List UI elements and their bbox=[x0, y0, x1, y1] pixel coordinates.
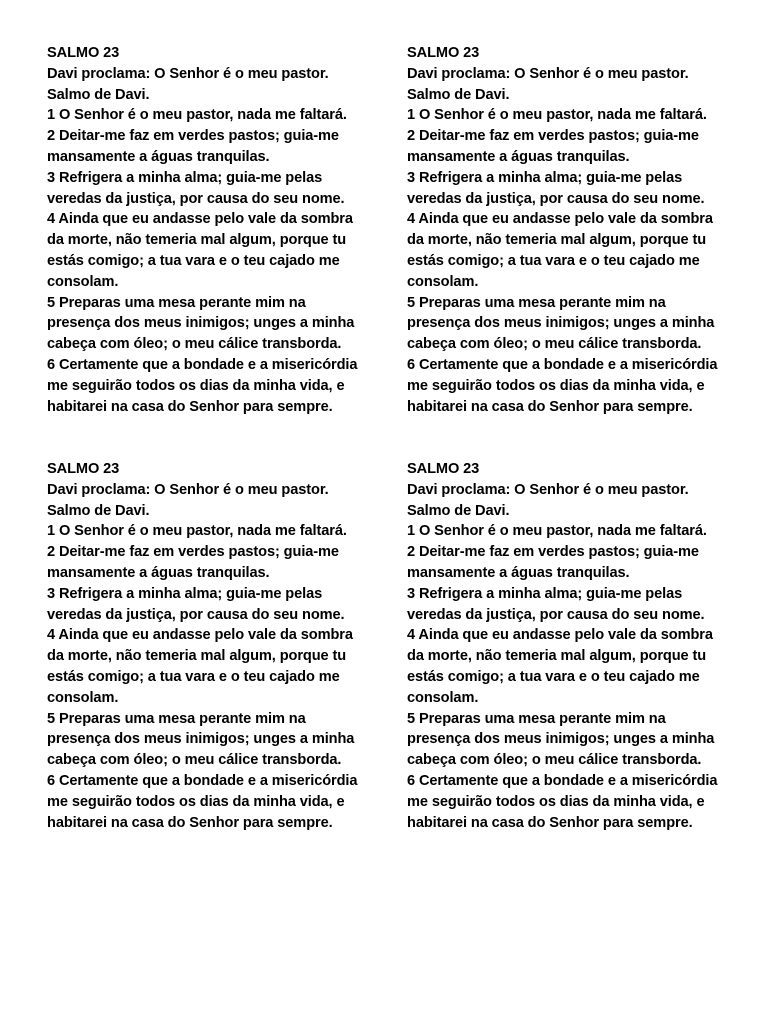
verse-4: 4 Ainda que eu andasse pelo vale da sombra da morte, não temeria mal algum, porque tu estás comigo; a tua vara e o teu cajado me consolam. bbox=[407, 211, 713, 290]
verse-5: 5 Preparas uma mesa perante mim na presença dos meus inimigos; unges a minha cabeça com óleo; o meu cálice transborda. bbox=[407, 710, 715, 769]
verse-4: 4 Ainda que eu andasse pelo vale da sombra da morte, não temeria mal algum, porque tu estás comigo; a tua vara e o teu cajado me consolam. bbox=[407, 627, 713, 706]
psalm-subtitle: Davi proclama: O Senhor é o meu pastor. bbox=[47, 65, 329, 82]
verse-1: 1 O Senhor é o meu pastor, nada me faltará. bbox=[47, 107, 347, 124]
psalm-title: SALMO 23 bbox=[47, 461, 120, 477]
psalm-attribution: Salmo de Davi. bbox=[407, 86, 510, 103]
verse-3: 3 Refrigera a minha alma; guia-me pelas veredas da justiça, por causa do seu nome. bbox=[407, 169, 705, 207]
verse-2: 2 Deitar-me faz em verdes pastos; guia-me mansamente a águas tranquilas. bbox=[407, 128, 699, 165]
psalm-title: SALMO 23 bbox=[47, 45, 120, 61]
psalm-title: SALMO 23 bbox=[407, 461, 480, 477]
verse-1: 1 O Senhor é o meu pastor, nada me faltará. bbox=[407, 107, 707, 124]
verse-1: 1 O Senhor é o meu pastor, nada me faltará. bbox=[407, 523, 707, 540]
verse-5: 5 Preparas uma mesa perante mim na presença dos meus inimigos; unges a minha cabeça com óleo; o meu cálice transborda. bbox=[47, 710, 355, 769]
psalm-subtitle: Davi proclama: O Senhor é o meu pastor. bbox=[407, 65, 689, 82]
psalm-attribution: Salmo de Davi. bbox=[407, 502, 510, 519]
verse-6: 6 Certamente que a bondade e a misericórdia me seguirão todos os dias da minha vida, e habitarei na casa do Senhor para sempre. bbox=[407, 772, 718, 831]
psalm-title: SALMO 23 bbox=[407, 45, 480, 61]
verse-2: 2 Deitar-me faz em verdes pastos; guia-me mansamente a águas tranquilas. bbox=[407, 544, 699, 581]
verse-6: 6 Certamente que a bondade e a misericórdia me seguirão todos os dias da minha vida, e habitarei na casa do Senhor para sempre. bbox=[407, 356, 718, 415]
verse-2: 2 Deitar-me faz em verdes pastos; guia-me mansamente a águas tranquilas. bbox=[47, 128, 339, 165]
psalm-block-top-right bbox=[407, 43, 725, 417]
psalm-subtitle: Davi proclama: O Senhor é o meu pastor. bbox=[407, 481, 689, 498]
psalm-subtitle: Davi proclama: O Senhor é o meu pastor. bbox=[47, 481, 329, 498]
verse-1: 1 O Senhor é o meu pastor, nada me faltará. bbox=[47, 523, 347, 540]
psalm-block-bottom-left bbox=[47, 459, 365, 833]
psalm-attribution: Salmo de Davi. bbox=[47, 86, 150, 103]
verse-3: 3 Refrigera a minha alma; guia-me pelas veredas da justiça, por causa do seu nome. bbox=[47, 585, 345, 623]
psalm-attribution: Salmo de Davi. bbox=[47, 502, 150, 519]
verse-4: 4 Ainda que eu andasse pelo vale da sombra da morte, não temeria mal algum, porque tu estás comigo; a tua vara e o teu cajado me consolam. bbox=[47, 627, 353, 706]
verse-5: 5 Preparas uma mesa perante mim na presença dos meus inimigos; unges a minha cabeça com óleo; o meu cálice transborda. bbox=[47, 294, 355, 353]
verse-5: 5 Preparas uma mesa perante mim na presença dos meus inimigos; unges a minha cabeça com óleo; o meu cálice transborda. bbox=[407, 294, 715, 353]
psalm-block-top-left bbox=[47, 43, 365, 417]
verse-2: 2 Deitar-me faz em verdes pastos; guia-me mansamente a águas tranquilas. bbox=[47, 544, 339, 581]
verse-4: 4 Ainda que eu andasse pelo vale da sombra da morte, não temeria mal algum, porque tu estás comigo; a tua vara e o teu cajado me consolam. bbox=[47, 211, 353, 290]
verse-6: 6 Certamente que a bondade e a misericórdia me seguirão todos os dias da minha vida, e habitarei na casa do Senhor para sempre. bbox=[47, 356, 358, 415]
psalm-block-bottom-right bbox=[407, 459, 725, 833]
verse-3: 3 Refrigera a minha alma; guia-me pelas veredas da justiça, por causa do seu nome. bbox=[47, 169, 345, 207]
verse-6: 6 Certamente que a bondade e a misericórdia me seguirão todos os dias da minha vida, e habitarei na casa do Senhor para sempre. bbox=[47, 772, 358, 831]
verse-3: 3 Refrigera a minha alma; guia-me pelas veredas da justiça, por causa do seu nome. bbox=[407, 585, 705, 623]
